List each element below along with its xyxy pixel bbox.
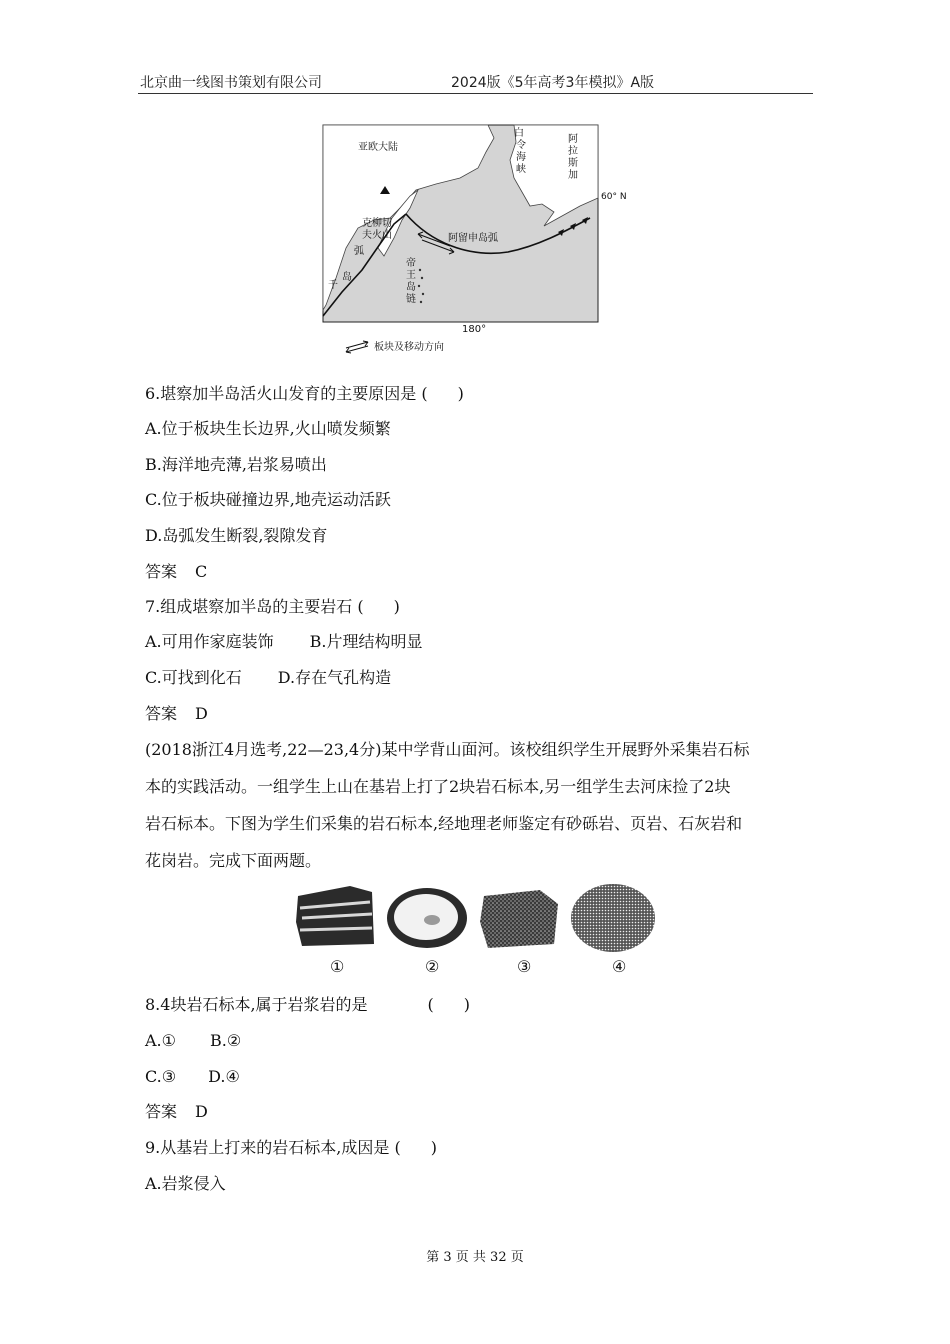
legend-label: 板块及移动方向 bbox=[374, 342, 444, 353]
label-kuril-3: 千 bbox=[328, 280, 338, 291]
q6-option-a: A.位于板块生长边界,火山喷发频繁 bbox=[145, 419, 391, 438]
q7-options-ab: A.可用作家庭装饰 B.片理结构明显 bbox=[145, 632, 423, 651]
label-alaska-3: 斯 bbox=[568, 158, 578, 169]
label-kuril-1: 弧 bbox=[354, 246, 364, 257]
rock-specimen-2 bbox=[387, 888, 467, 948]
q6-option-d: D.岛弧发生断裂,裂隙发育 bbox=[145, 526, 328, 545]
q6-answer: 答案 C bbox=[145, 562, 208, 581]
q6-option-b: B.海洋地壳薄,岩浆易喷出 bbox=[145, 455, 327, 474]
page-footer: 第 3 页 共 32 页 bbox=[426, 1250, 524, 1265]
label-kuril-2: 岛 bbox=[342, 272, 352, 283]
passage-line-2: 本的实践活动。一组学生上山在基岩上打了2块岩石标本,另一组学生去河床捡了2块 bbox=[145, 777, 731, 796]
q6-stem: 6.堪察加半岛活火山发育的主要原因是 ( ) bbox=[145, 384, 464, 403]
rock-label-2: ② bbox=[425, 957, 440, 976]
rock-specimens bbox=[292, 882, 662, 954]
rock-specimen-3 bbox=[480, 890, 558, 948]
label-bering-4: 峡 bbox=[516, 164, 526, 175]
q8-stem: 8.4块岩石标本,属于岩浆岩的是 ( ) bbox=[145, 995, 471, 1014]
passage-line-4: 花岗岩。完成下面两题。 bbox=[145, 851, 322, 870]
label-alaska-4: 加 bbox=[568, 170, 578, 181]
passage-line-1: (2018浙江4月选考,22—23,4分)某中学背山面河。该校组织学生开展野外采集岩石标 bbox=[145, 740, 750, 759]
label-bering-1: 白 bbox=[514, 128, 524, 139]
q9-option-a: A.岩浆侵入 bbox=[145, 1174, 226, 1193]
q8-options-ab: A.① B.② bbox=[145, 1031, 242, 1050]
label-alaska-1: 阿 bbox=[568, 134, 578, 145]
label-volcano-2: 夫火山 bbox=[362, 230, 392, 241]
plate-map bbox=[318, 120, 627, 360]
header-rule bbox=[138, 93, 813, 94]
label-emperor-1: 帝 bbox=[406, 258, 416, 269]
label-volcano-1: 克柳切 bbox=[362, 218, 392, 229]
rock-label-4: ④ bbox=[612, 957, 627, 976]
label-aleutian: 阿留申岛弧 bbox=[448, 233, 498, 244]
legend-arrow-icon bbox=[346, 341, 368, 353]
q8-options-cd: C.③ D.④ bbox=[145, 1067, 240, 1086]
header-book-title: 2024版《5年高考3年模拟》A版 bbox=[451, 75, 655, 91]
label-emperor-3: 岛 bbox=[406, 282, 416, 293]
label-bering-3: 海 bbox=[516, 152, 526, 163]
rock-specimen-1 bbox=[296, 886, 374, 946]
q6-option-c: C.位于板块碰撞边界,地壳运动活跃 bbox=[145, 490, 391, 509]
label-emperor-2: 王 bbox=[406, 270, 416, 281]
q7-options-cd: C.可找到化石 D.存在气孔构造 bbox=[145, 668, 392, 687]
rock-specimen-4 bbox=[571, 884, 655, 952]
q9-stem: 9.从基岩上打来的岩石标本,成因是 ( ) bbox=[145, 1138, 437, 1157]
label-emperor-4: 链 bbox=[406, 294, 416, 305]
rock-label-3: ③ bbox=[517, 957, 532, 976]
label-latitude: 60° N bbox=[601, 192, 627, 202]
label-eurasia: 亚欧大陆 bbox=[358, 142, 398, 153]
q7-stem: 7.组成堪察加半岛的主要岩石 ( ) bbox=[145, 597, 400, 616]
rock-label-1: ① bbox=[330, 957, 345, 976]
passage-line-3: 岩石标本。下图为学生们采集的岩石标本,经地理老师鉴定有砂砾岩、页岩、石灰岩和 bbox=[145, 814, 743, 833]
label-longitude: 180° bbox=[462, 324, 487, 335]
header-publisher: 北京曲一线图书策划有限公司 bbox=[140, 75, 322, 91]
q8-answer: 答案 D bbox=[145, 1102, 208, 1121]
label-bering-2: 令 bbox=[516, 140, 526, 151]
label-alaska-2: 拉 bbox=[568, 146, 578, 157]
q7-answer: 答案 D bbox=[145, 704, 208, 723]
